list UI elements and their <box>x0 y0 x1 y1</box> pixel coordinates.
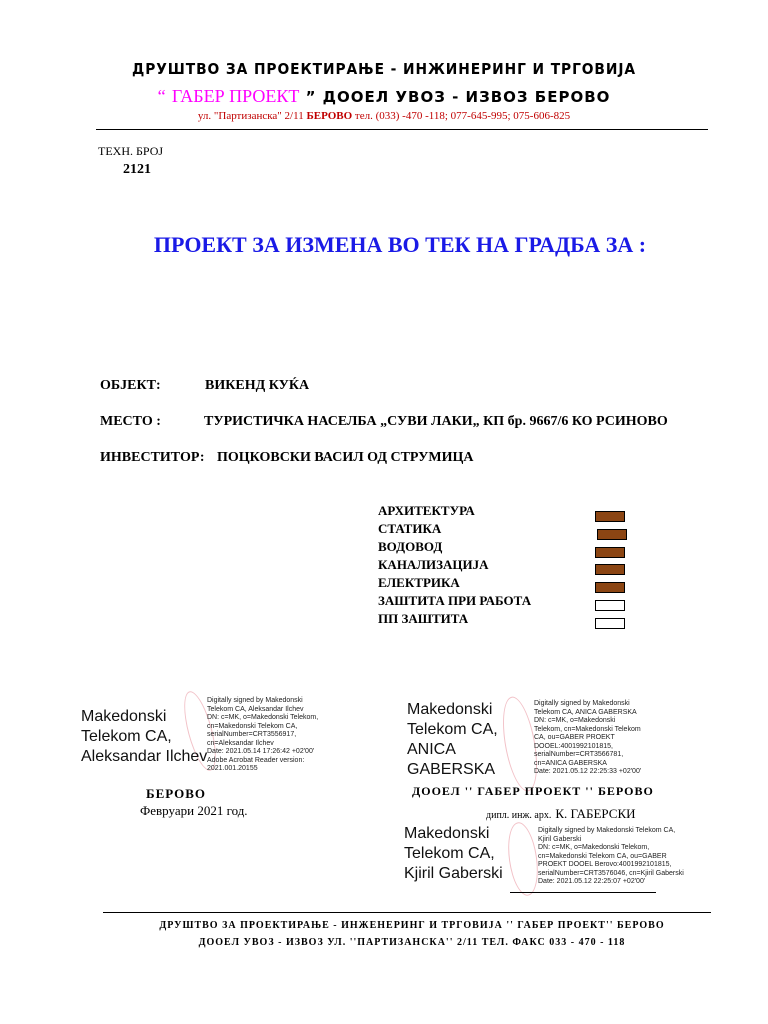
discipline-swatch <box>595 547 625 558</box>
signature1-details: Digitally signed by Makedonski Telekom CA, Aleksandar Ilchev DN: c=MK, o=Makedonski Telekom, cn=Makedonski Telekom CA, serialNumber=CRT3556917, cn=Aleksandar Ilchev Date: 2021.05.14 17:26:42 +02'00' Adobe Acrobat Reader version: 2021.001.20155 <box>207 697 319 772</box>
discipline-item: ЕЛЕКТРИКА <box>378 575 460 590</box>
company-name: ГАБЕР ПРОЕКТ <box>171 86 300 106</box>
signature3-details: Digitally signed by Makedonski Telekom CA, Kjiril Gaberski DN: c=MK, o=Makedonski Telekom, cn=Makedonski Telekom CA, ou=GABER PROEKT DOOEL Berovo:4001992101815, serialNumber=CRT3576046, cn=Kjiril Gaberski Date: 2021.05.12 22:25:07 +02'00' <box>538 827 684 885</box>
company-address <box>0 110 768 122</box>
firm-city: БЕРОВО <box>597 784 654 798</box>
page-title: ПРОЕКТ ЗА ИЗМЕНА ВО ТЕК НА ГРАДБА ЗА : <box>153 232 647 257</box>
signature2-details: Digitally signed by Makedonski Telekom CA, ANICA GABERSKA DN: c=MK, o=Makedonski Telekom, cn=Makedonski Telekom CA, ou=GABER PROEKT DOOEL:4001992101815, serialNumber=CRT3566781, cn=ANICA GABERSKA Date: 2021.05.12 22:25:33 +02'00' <box>534 700 642 775</box>
discipline-item: СТАТИКА <box>378 521 442 536</box>
place-row <box>100 414 668 430</box>
address-street: ул. "Партизанска" 2/11 <box>197 110 304 122</box>
discipline-item: ПП ЗАШТИТА <box>378 611 469 626</box>
discipline-item: ВОДОВОД <box>378 539 443 554</box>
signature-scribble-icon <box>504 820 542 897</box>
object-value: ВИКЕНД КУЌА <box>205 378 310 393</box>
footer-rule <box>103 912 711 913</box>
tech-number-label: ТЕХН. БРОЈ <box>98 144 164 158</box>
footer-line2: ДООЕЛ УВОЗ - ИЗВОЗ УЛ. ''ПАРТИЗАНСКА'' 2/11 ТЕЛ. ФАКС 033 - 470 - 118 <box>198 937 626 948</box>
object-row <box>100 378 309 394</box>
discipline-swatch <box>595 511 625 522</box>
signature3-name: Makedonski Telekom CA, Kjiril Gaberski <box>404 825 503 882</box>
discipline-swatch <box>595 582 625 593</box>
object-label: ОБЈЕКТ: <box>100 378 161 393</box>
signature2-name: Makedonski Telekom CA, ANICA GABERSKA <box>407 701 498 778</box>
place-value: ТУРИСТИЧКА НАСЕЛБА „СУВИ ЛАКИ„ КП бр. 9667/6 КО РСИНОВО <box>204 414 668 429</box>
firm-prefix: ДООЕЛ <box>412 784 461 798</box>
investor-value: ПОЦКОВСКИ ВАСИЛ ОД СТРУМИЦА <box>217 450 474 465</box>
company-type: ДООЕЛ УВОЗ - ИЗВОЗ БЕРОВО <box>322 88 611 106</box>
discipline-item: ЗАШТИТА ПРИ РАБОТА <box>378 593 532 608</box>
header-rule <box>96 129 708 130</box>
discipline-swatch <box>595 564 625 575</box>
discipline-item: АРХИТЕКТУРА <box>378 503 475 518</box>
architect-line <box>486 805 636 823</box>
city-label: БЕРОВО <box>146 786 207 801</box>
address-phones: тел. (033) -470 -118; 077-645-995; 075-606-825 <box>354 110 571 122</box>
discipline-swatch <box>595 618 625 629</box>
signature1-name: Makedonski Telekom CA, Aleksandar Ilchev <box>81 708 208 765</box>
company-header-line2 <box>0 86 768 107</box>
investor-label: ИНВЕСТИТОР: <box>100 450 205 465</box>
tech-number-value: 2121 <box>123 162 151 177</box>
footer-line1: ДРУШТВО ЗА ПРОЕКТИРАЊЕ - ИНЖЕНЕРИНГ И ТРГОВИЈА '' ГАБЕР ПРОЕКТ'' БЕРОВО <box>159 920 665 931</box>
architect-role: дипл. инж. арх. <box>486 810 552 821</box>
firm-line <box>412 784 654 799</box>
firm-quote-open: '' <box>464 784 474 798</box>
discipline-swatch <box>597 529 627 540</box>
signature-line <box>510 892 656 893</box>
company-header-line1: ДРУШТВО ЗА ПРОЕКТИРАЊЕ - ИНЖИНЕРИНГ И ТРГОВИЈА <box>131 60 636 78</box>
firm-name: ГАБЕР ПРОЕКТ <box>477 784 582 798</box>
company-quote-open: “ <box>157 86 166 106</box>
discipline-swatch <box>595 600 625 611</box>
discipline-item: КАНАЛИЗАЦИЈА <box>378 557 489 572</box>
firm-quote-close: '' <box>585 784 594 798</box>
company-quote-close: ” <box>305 88 317 106</box>
date-label: Февруари 2021 год. <box>140 803 248 818</box>
address-city: БЕРОВО <box>306 110 353 122</box>
architect-name: К. ГАБЕРСКИ <box>555 806 636 821</box>
investor-row <box>100 450 474 466</box>
place-label: МЕСТО : <box>100 414 161 429</box>
